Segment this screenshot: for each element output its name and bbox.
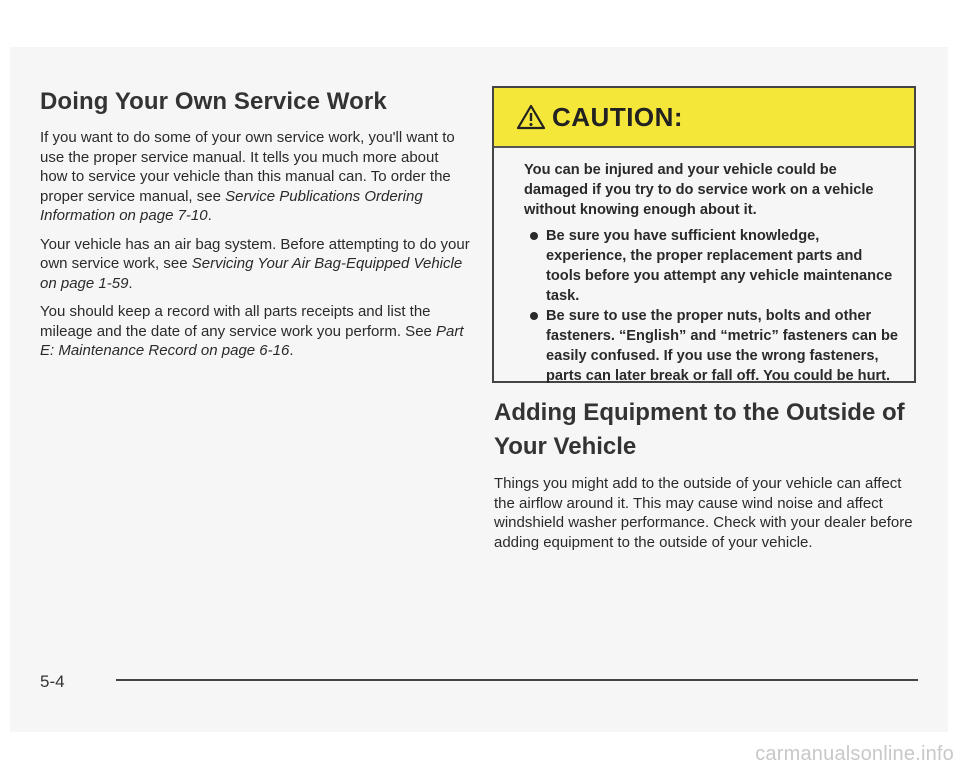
page-number: 5-4 xyxy=(40,672,65,691)
caution-body xyxy=(494,148,914,386)
warning-triangle-icon xyxy=(516,103,546,131)
section-heading: Doing Your Own Service Work xyxy=(40,88,387,115)
caution-title: CAUTION: xyxy=(552,101,684,132)
section-heading: Adding Equipment to the Outside of Your Vehicle xyxy=(494,399,905,460)
caution-box xyxy=(492,86,916,383)
cross-reference-link: Service Publications Ordering Information on page 7-10 xyxy=(40,187,423,224)
bullet-icon xyxy=(530,312,538,320)
caution-list xyxy=(524,226,898,386)
bullet-icon xyxy=(530,232,538,240)
paragraph-airflow: Things you might add to the outside of your vehicle can affect the airflow around it. This may cause wind noise and affect windshield washer performance. Check with your dealer before adding equipment to the outside of your vehicle. xyxy=(494,475,913,551)
caution-list-item: Be sure to use the proper nuts, bolts and other fasteners. “English” and “metric” fasteners can be easily confused. If you use the wrong fasteners, parts can later break or fall off. You could be hurt. xyxy=(524,306,898,386)
caution-intro: You can be injured and your vehicle could be damaged if you try to do service work on a vehicle without knowing enough about it. xyxy=(524,162,874,218)
cross-reference-link: Servicing Your Air Bag-Equipped Vehicle on page 1-59 xyxy=(40,255,463,292)
paragraph-records: You should keep a record with all parts receipts and list the mileage and the date of any service work you perform. See Part E: Maintenance Record on page 6-16. xyxy=(40,303,464,359)
caution-header xyxy=(494,88,914,148)
paragraph-service-manual: If you want to do some of your own service work, you'll want to use the proper service manual. It tells you much more about how to service your vehicle than this manual can. To order the proper service manual, see Service Publications Ordering Information on page 7-10. xyxy=(40,129,455,224)
watermark: carmanualsonline.info xyxy=(755,743,954,765)
cross-reference-link: Part E: Maintenance Record on page 6-16 xyxy=(40,322,464,359)
service-work-section xyxy=(40,88,470,370)
caution-list-item: Be sure you have sufficient knowledge, experience, the proper replacement parts and tools before you attempt any vehicle maintenance task. xyxy=(524,226,898,306)
paragraph-air-bag: Your vehicle has an air bag system. Before attempting to do your own service work, see Servicing Your Air Bag-Equipped Vehicle on page 1-59. xyxy=(40,235,470,292)
footer-divider xyxy=(116,679,918,681)
adding-equipment-section xyxy=(494,396,924,561)
